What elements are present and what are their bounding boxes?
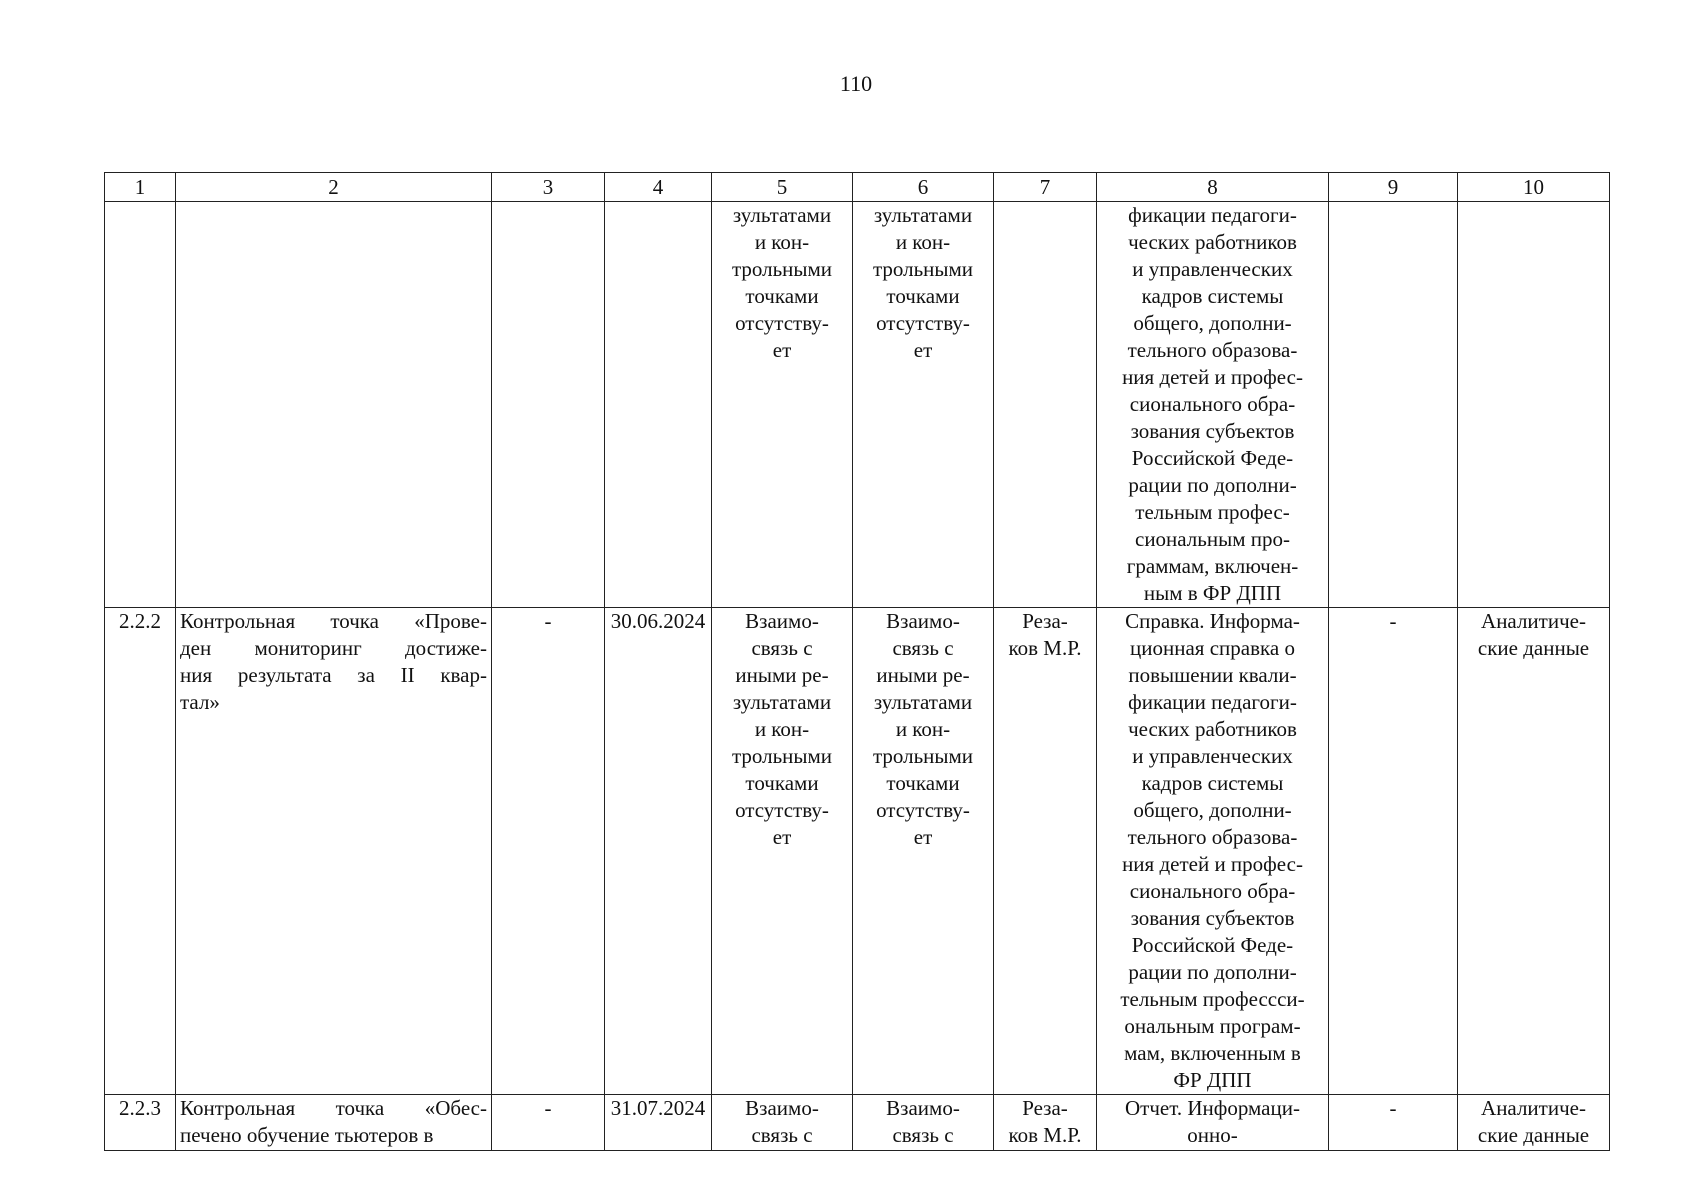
cell-name bbox=[176, 1095, 492, 1151]
cell-text-line: кадров системы bbox=[1141, 771, 1284, 795]
cell-date bbox=[605, 202, 712, 608]
cell-text-line: и управленческих bbox=[1132, 257, 1293, 281]
cell-text-line: и кон- bbox=[895, 717, 951, 741]
cell-text-line: зультатами bbox=[732, 690, 832, 714]
cell-date bbox=[605, 608, 712, 1095]
cell-text-line: общего, дополни- bbox=[1133, 798, 1292, 822]
cell-text-line: трольными bbox=[872, 744, 974, 768]
column-header: 8 bbox=[1097, 173, 1329, 202]
cell-text-line: зультатами bbox=[873, 690, 973, 714]
cell-text-line: повышении квали- bbox=[1128, 663, 1297, 687]
cell-text-line: ские данные bbox=[1477, 636, 1590, 660]
cell-column-10 bbox=[1458, 202, 1610, 608]
cell-text-line: иными ре- bbox=[876, 663, 970, 687]
cell-text-line: ным в ФР ДПП bbox=[1143, 581, 1282, 605]
cell-name bbox=[176, 608, 492, 1095]
cell-text-line: ет bbox=[772, 825, 792, 849]
cell-text-line: ния детей и профес- bbox=[1122, 365, 1303, 389]
cell-text-line: иными ре- bbox=[735, 663, 829, 687]
cell-text-line: - bbox=[544, 1096, 552, 1120]
cell-text-line: 31.07.2024 bbox=[610, 1096, 706, 1120]
cell-text-line: Аналитиче- bbox=[1481, 1096, 1586, 1120]
cell-text-line: фикации педагоги- bbox=[1128, 203, 1297, 227]
cell-text-line: отсутству- bbox=[735, 311, 829, 335]
cell-column-9 bbox=[1329, 202, 1458, 608]
cell-text-line: Взаимо- bbox=[745, 609, 819, 633]
cell-document bbox=[1097, 608, 1329, 1095]
cell-text-line: Контрольная точка «Обес- bbox=[180, 1096, 487, 1120]
cell-text-line: сиональным про- bbox=[1135, 527, 1290, 551]
cell-text-line: трольными bbox=[872, 257, 974, 281]
document-table bbox=[104, 172, 1610, 1151]
cell-column-3 bbox=[492, 1095, 605, 1151]
cell-column-9 bbox=[1329, 608, 1458, 1095]
cell-text-line: отсутству- bbox=[876, 798, 970, 822]
cell-text-line: зования субъектов bbox=[1130, 906, 1295, 930]
cell-text-line: 30.06.2024 bbox=[610, 609, 706, 633]
column-number-row bbox=[105, 173, 1610, 202]
table-row bbox=[105, 608, 1610, 1095]
cell-text-line: ков М.Р. bbox=[1008, 636, 1082, 660]
cell-column-3 bbox=[492, 608, 605, 1095]
cell-column-10 bbox=[1458, 608, 1610, 1095]
cell-text-line: зования субъектов bbox=[1130, 419, 1295, 443]
cell-text-line: связь с bbox=[892, 1123, 954, 1147]
cell-text-line: точками bbox=[886, 771, 960, 795]
cell-text-line: тельного образова- bbox=[1127, 338, 1298, 362]
cell-text-line: мам, включенным в bbox=[1124, 1041, 1301, 1065]
cell-text-line: ческих работников bbox=[1128, 717, 1297, 741]
cell-text-line: - bbox=[544, 609, 552, 633]
cell-text-line: тельным профес- bbox=[1135, 500, 1290, 524]
cell-text-line: ческих работников bbox=[1128, 230, 1297, 254]
cell-column-6 bbox=[853, 202, 994, 608]
cell-text-line: трольными bbox=[731, 257, 833, 281]
cell-text-line: Реза- bbox=[1022, 609, 1068, 633]
column-header: 1 bbox=[105, 173, 176, 202]
cell-text-line: 2.2.2 bbox=[119, 609, 161, 633]
cell-column-6 bbox=[853, 1095, 994, 1151]
cell-text-line: ские данные bbox=[1477, 1123, 1590, 1147]
column-header: 2 bbox=[176, 173, 492, 202]
cell-text-line: Взаимо- bbox=[886, 609, 960, 633]
cell-text-line: точками bbox=[745, 284, 819, 308]
cell-text-line: граммам, включен- bbox=[1126, 554, 1299, 578]
cell-column-10 bbox=[1458, 1095, 1610, 1151]
cell-text-line: ден мониторинг достиже- bbox=[180, 636, 487, 660]
cell-text-line: рации по дополни- bbox=[1128, 960, 1297, 984]
cell-text-line: зультатами bbox=[873, 203, 973, 227]
cell-column-6 bbox=[853, 608, 994, 1095]
cell-number bbox=[105, 202, 176, 608]
cell-text-line: - bbox=[1389, 609, 1397, 633]
cell-text-line: сионального обра- bbox=[1129, 879, 1296, 903]
cell-text-line: печено обучение тьютеров в bbox=[180, 1123, 434, 1147]
cell-text-line: трольными bbox=[731, 744, 833, 768]
cell-text-line: ональным програм- bbox=[1124, 1014, 1301, 1038]
cell-document bbox=[1097, 1095, 1329, 1151]
cell-number bbox=[105, 608, 176, 1095]
cell-text-line: и управленческих bbox=[1132, 744, 1293, 768]
cell-text-line: ния результата за II квар- bbox=[180, 663, 487, 687]
cell-name bbox=[176, 202, 492, 608]
cell-text-line: рации по дополни- bbox=[1128, 473, 1297, 497]
cell-document bbox=[1097, 202, 1329, 608]
column-header: 5 bbox=[712, 173, 853, 202]
cell-text-line: 2.2.3 bbox=[119, 1096, 161, 1120]
cell-text-line: Контрольная точка «Прове- bbox=[180, 609, 487, 633]
cell-text-line: и кон- bbox=[895, 230, 951, 254]
cell-text-line: Реза- bbox=[1022, 1096, 1068, 1120]
cell-text-line: кадров системы bbox=[1141, 284, 1284, 308]
cell-text-line: тельным профессси- bbox=[1120, 987, 1305, 1011]
table-row bbox=[105, 202, 1610, 608]
column-header: 3 bbox=[492, 173, 605, 202]
cell-column-5 bbox=[712, 202, 853, 608]
cell-text-line: Отчет. Информаци- bbox=[1125, 1096, 1300, 1120]
cell-number bbox=[105, 1095, 176, 1151]
cell-text-line: ет bbox=[913, 338, 933, 362]
cell-responsible bbox=[994, 1095, 1097, 1151]
cell-text-line: сионального обра- bbox=[1129, 392, 1296, 416]
cell-text-line: ет bbox=[772, 338, 792, 362]
cell-responsible bbox=[994, 202, 1097, 608]
cell-text-line: точками bbox=[886, 284, 960, 308]
cell-column-3 bbox=[492, 202, 605, 608]
column-header: 9 bbox=[1329, 173, 1458, 202]
cell-text-line: онно- bbox=[1187, 1123, 1238, 1147]
cell-text-line: Взаимо- bbox=[745, 1096, 819, 1120]
column-header: 6 bbox=[853, 173, 994, 202]
table-row bbox=[105, 1095, 1610, 1151]
cell-text-line: ционная справка о bbox=[1130, 636, 1295, 660]
cell-text-line: ФР ДПП bbox=[1173, 1068, 1252, 1092]
column-header: 7 bbox=[994, 173, 1097, 202]
cell-text-line: отсутству- bbox=[735, 798, 829, 822]
cell-text-line: связь с bbox=[751, 1123, 813, 1147]
cell-text-line: и кон- bbox=[754, 230, 810, 254]
cell-text-line: связь с bbox=[751, 636, 813, 660]
cell-text-line: связь с bbox=[892, 636, 954, 660]
cell-text-line: Аналитиче- bbox=[1481, 609, 1586, 633]
cell-text-line: - bbox=[1389, 1096, 1397, 1120]
cell-text-line: тал» bbox=[180, 690, 220, 714]
cell-text-line: ков М.Р. bbox=[1008, 1123, 1082, 1147]
cell-text-line: и кон- bbox=[754, 717, 810, 741]
cell-column-5 bbox=[712, 608, 853, 1095]
cell-text-line: точками bbox=[745, 771, 819, 795]
cell-column-5 bbox=[712, 1095, 853, 1151]
cell-text-line: Взаимо- bbox=[886, 1096, 960, 1120]
cell-text-line: зультатами bbox=[732, 203, 832, 227]
column-header: 10 bbox=[1458, 173, 1610, 202]
cell-column-9 bbox=[1329, 1095, 1458, 1151]
page-number: 110 bbox=[839, 71, 873, 96]
cell-text-line: отсутству- bbox=[876, 311, 970, 335]
cell-text-line: ет bbox=[913, 825, 933, 849]
cell-text-line: тельного образова- bbox=[1127, 825, 1298, 849]
cell-date bbox=[605, 1095, 712, 1151]
column-header: 4 bbox=[605, 173, 712, 202]
cell-text-line: Российской Феде- bbox=[1131, 933, 1294, 957]
cell-text-line: ния детей и профес- bbox=[1122, 852, 1303, 876]
cell-responsible bbox=[994, 608, 1097, 1095]
cell-text-line: Российской Феде- bbox=[1131, 446, 1294, 470]
cell-text-line: Справка. Информа- bbox=[1125, 609, 1300, 633]
cell-text-line: фикации педагоги- bbox=[1128, 690, 1297, 714]
cell-text-line: общего, дополни- bbox=[1133, 311, 1292, 335]
